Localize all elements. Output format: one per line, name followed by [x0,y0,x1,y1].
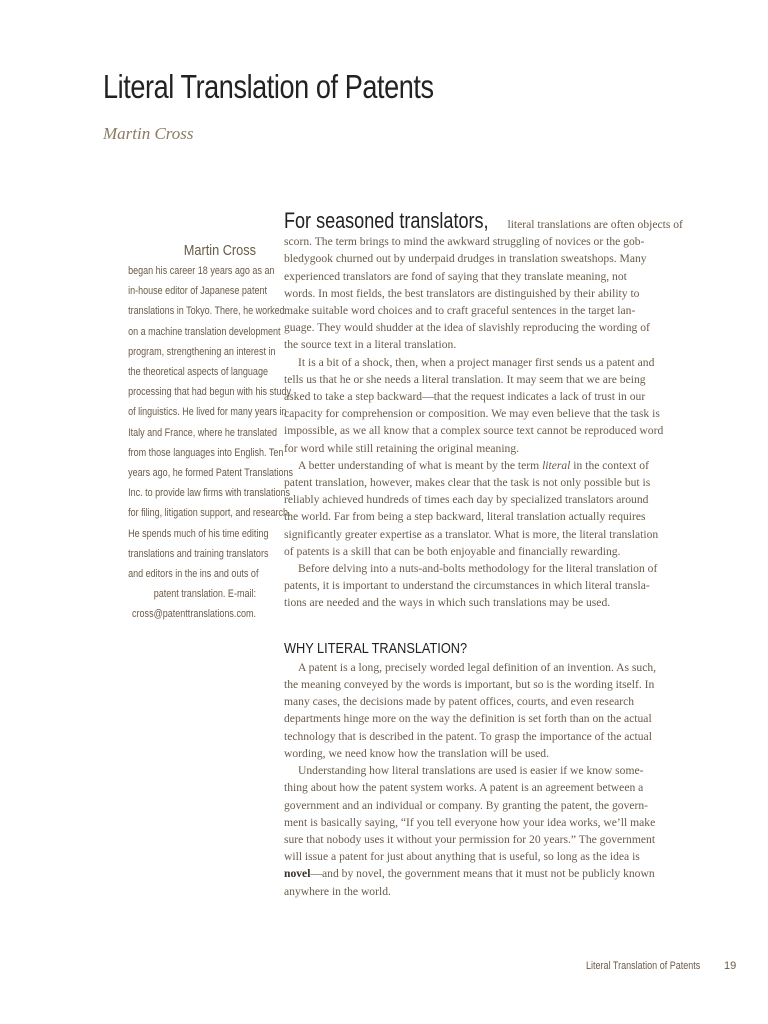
paragraph-5 [284,659,688,762]
text-line: asked to take a step backward—that the request indicates a lack of trust in our [284,390,646,404]
text-line: impossible, as we all know that a complex source text cannot be reproduced word [284,424,664,438]
text-line: many cases, the decisions made by patent offices, courts, and even research [284,695,635,709]
bio-line: Italy and France, where he translated [128,426,277,439]
bio-line: patent translation. E-mail: [153,588,256,601]
text-line: government and an individual or company. By granting the patent, the govern- [284,798,649,812]
text-line: Before delving into a nuts-and-bolts methodology for the literal translation of [298,562,658,576]
bio-line: translations and training translators [128,547,269,560]
page-number: 19 [724,960,737,972]
article-title: Literal Translation of Patents [103,68,434,105]
text-line: experienced translators are fond of saying that they translate meaning, not [284,269,627,283]
bio-line: began his career 18 years ago as an [128,265,275,277]
bio-line: Inc. to provide law firms with translations [128,487,291,500]
novel-term: novel [284,867,311,881]
bio-line: of linguistics. He lived for many years in [128,406,287,419]
text-line: will issue a patent for just about anything that is useful, so long as the idea is [284,850,640,864]
text-line: make suitable word choices and to craft graceful sentences in the target lan- [284,304,636,318]
text-line: guage. They would shudder at the idea of slavishly reproducing the wording of [284,321,650,335]
text-line: A patent is a long, precisely worded legal definition of an invention. As such, [298,660,657,674]
text-line: patent translation, however, makes clear that the task is not only possible but is [284,476,651,490]
text-line: bledygook churned out by underpaid drudges in translation sweatshops. Many [284,252,647,266]
text-line: words. In most fields, the best translators are distinguished by their ability to [284,286,640,300]
bio-line: for filing, litigation support, and research. [128,507,291,520]
text-line: Understanding how literal translations are used is easier if we know some- [298,764,644,778]
lead-in: For seasoned translators, [284,208,489,233]
bio-line: in-house editor of Japanese patent [128,285,267,298]
text-line: of patents is a skill that can be both enjoyable and financially rewarding. [284,544,621,558]
paragraph-3 [284,474,688,560]
article-body [284,208,688,900]
paragraph-6-bold-line: novel—and by novel, the government means that it must not be publicly known [284,867,655,881]
bio-line: processing that had begun with his study [128,386,292,399]
text-line: tions are needed and the ways in which such translations may be used. [284,596,611,610]
author-bio [100,242,294,625]
text-line: thing about how the patent system works. A patent is an agreement between a [284,781,644,795]
text-line: departments hinge more on the way the definition is set forth than on the actual [284,712,652,726]
text-line: sure that nobody uses it without your permission for 20 years.” The government [284,832,656,846]
article-author: Martin Cross [103,124,194,143]
paragraph-6-last-line: anywhere in the world. [284,884,391,898]
text-line: technology that is described in the patent. To grasp the importance of the actual [284,729,652,743]
bio-line: He spends much of his time editing [128,527,269,540]
text-line: wording, we need know how the translation will be used. [284,746,549,760]
text-line: It is a bit of a shock, then, when a project manager first sends us a patent and [298,355,655,369]
bio-line: years ago, he formed Patent Translations [128,467,294,480]
bio-line: translations in Tokyo. There, he worked [128,305,285,318]
text-line: capacity for comprehension or composition. We may even believe that the task is [284,407,660,421]
bio-line: program, strengthening an interest in [128,345,276,358]
text-line: ment is basically saying, “If you tell everyone how your idea works, we’ll make [284,815,656,829]
text-line: reliably achieved hundreds of times each day by specialized translators around [284,493,649,507]
paragraph-3-first-line: A better understanding of what is meant by the term literal in the context of [298,458,649,472]
bio-name: Martin Cross [183,242,256,259]
paragraph-1 [284,233,688,353]
text-line: the world. Far from being a step backward, literal translation actually requires [284,510,646,524]
paragraph-6 [284,762,688,865]
bio-line: from those languages into English. Ten [128,446,284,459]
bio-line: the theoretical aspects of language [128,366,268,379]
lead-line [284,208,688,233]
paragraph-2 [284,354,688,457]
section-heading: WHY LITERAL TRANSLATION? [284,639,468,657]
text-line: for word while still retaining the original meaning. [284,441,520,455]
bio-line: and editors in the ins and outs of [128,568,259,581]
text-line: scorn. The term brings to mind the awkward struggling of novices or the gob- [284,235,645,249]
text-line: patents, it is important to understand the circumstances in which literal transla- [284,579,650,593]
paragraph-4 [284,560,688,612]
text-line: the meaning conveyed by the words is important, but so is the wording itself. In [284,678,655,692]
bio-line: cross@patenttranslations.com. [132,608,256,621]
text-line: significantly greater expertise as a translator. What is more, the literal translation [284,527,659,541]
bio-text [100,261,294,625]
bio-line: on a machine translation development [128,325,281,338]
text-line: the source text in a literal translation. [284,338,457,352]
lead-rest: literal translations are often objects of [507,218,683,231]
running-footer-title: Literal Translation of Patents [586,960,701,972]
text-line: tells us that he or she needs a literal translation. It may seem that we are being [284,372,646,386]
